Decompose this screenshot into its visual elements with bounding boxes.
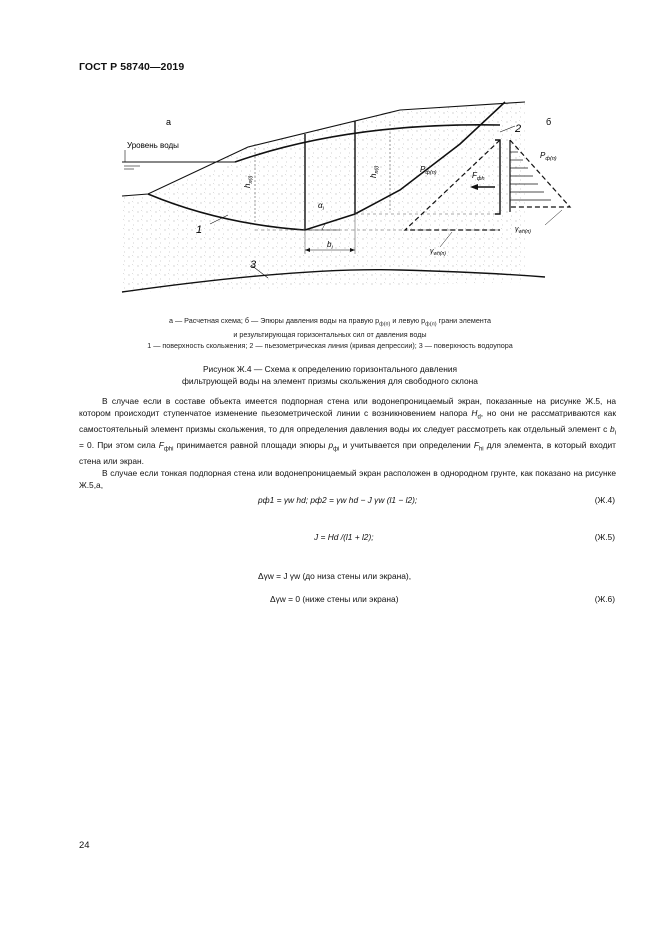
label-gamma-right: γ <box>515 226 519 233</box>
caption-line-2: фильтрующей воды на элемент призмы скольжения для свободного склона <box>182 376 478 386</box>
label-h-right-sub: п(i) <box>374 165 380 174</box>
label-gamma-right-sub: wh(п) <box>518 229 531 235</box>
label-p-right-sub: ф(п) <box>545 156 557 162</box>
caption-line-1: Рисунок Ж.4 — Схема к определению горизонтального давления <box>202 364 458 374</box>
label-gamma-left: γ <box>430 248 434 255</box>
label-h-right: h <box>369 173 378 178</box>
formula-zh5: J = Hd /(l1 + l2); <box>314 532 374 542</box>
label-b-dim-sub: i <box>331 245 333 251</box>
svg-text:Pф(п) <box>540 151 557 162</box>
formula-zh6a: Δγw = J γw (до низа стены или экрана), <box>258 571 412 581</box>
label-water-level: Уровень воды <box>127 141 179 150</box>
formula-zh4: pф1 = γw hd; pф2 = γw hd − J γw (l1 − l2); <box>258 495 418 505</box>
legend-line-2: и результирующая горизонтальных сил от давления воды <box>233 330 427 340</box>
formula-zh4-number: (Ж.4) <box>594 495 615 505</box>
document-header: ГОСТ Р 58740—2019 <box>79 61 185 73</box>
soil-body <box>122 102 525 292</box>
figure-slope-diagram <box>100 92 590 304</box>
label-h-left: h <box>243 183 252 188</box>
paragraph-1: В случае если в составе объекта имеется подпорная стена или водонепроницаемый экран, показанные на рисунке Ж.5, на котором происходит ступенчатое изменение пьезометрической линии с возникновением напора $H_d$, но они не рассматриваются как самостоятельный элемент призмы скольжения, то для определения давления воды их следует рассмотреть как отдельный элемент с $b_i = 0$. При этом сила $F_{фhi}$ принимается равной площади эпюры $p_{фi}$ и учитывается при определении $F_{hi}$ для элемента, в который входит стена или экран. <box>79 396 616 467</box>
label-p-right: P <box>540 151 546 160</box>
formula-zh6-number: (Ж.6) <box>594 594 615 604</box>
legend-line-1: а — Расчетная схема; б — Эпюры давления воды на правую $p_{ф(п)}$ и левую $p_{ф(л)}$ грани элемента <box>168 316 491 328</box>
paragraph-2: В случае если тонкая подпорная стена или водонепроницаемый экран расположен в однородном грунте, как показано на рисунке Ж.5,а, <box>79 467 616 490</box>
body-text <box>79 396 616 491</box>
label-h-left-sub: л(i) <box>248 175 254 184</box>
label-1: 1 <box>196 224 203 236</box>
label-alpha: α <box>318 201 323 210</box>
label-b-dim: b <box>327 240 332 249</box>
label-p-left-sub: ф(п) <box>425 170 437 176</box>
figure-legend <box>60 316 600 351</box>
label-force-sub: фh <box>476 176 485 182</box>
figure-caption <box>60 363 600 387</box>
label-a: а <box>166 117 172 127</box>
formula-zh6b: Δγw = 0 (ниже стены или экрана) <box>270 594 399 604</box>
page-number: 24 <box>79 840 90 851</box>
label-2: 2 <box>515 123 522 135</box>
label-gamma-left-sub: wh(п) <box>433 251 446 257</box>
label-3: 3 <box>250 259 257 271</box>
label-b: б <box>546 117 552 127</box>
label-p-left: P <box>420 165 426 174</box>
legend-line-3: 1 — поверхность скольжения; 2 — пьезометрическая линия (кривая депрессии); 3 — поверхность водоупора <box>147 340 513 350</box>
label-alpha-sub: i <box>322 206 324 212</box>
label-force: F <box>472 171 477 180</box>
formula-zh5-number: (Ж.5) <box>594 532 615 542</box>
